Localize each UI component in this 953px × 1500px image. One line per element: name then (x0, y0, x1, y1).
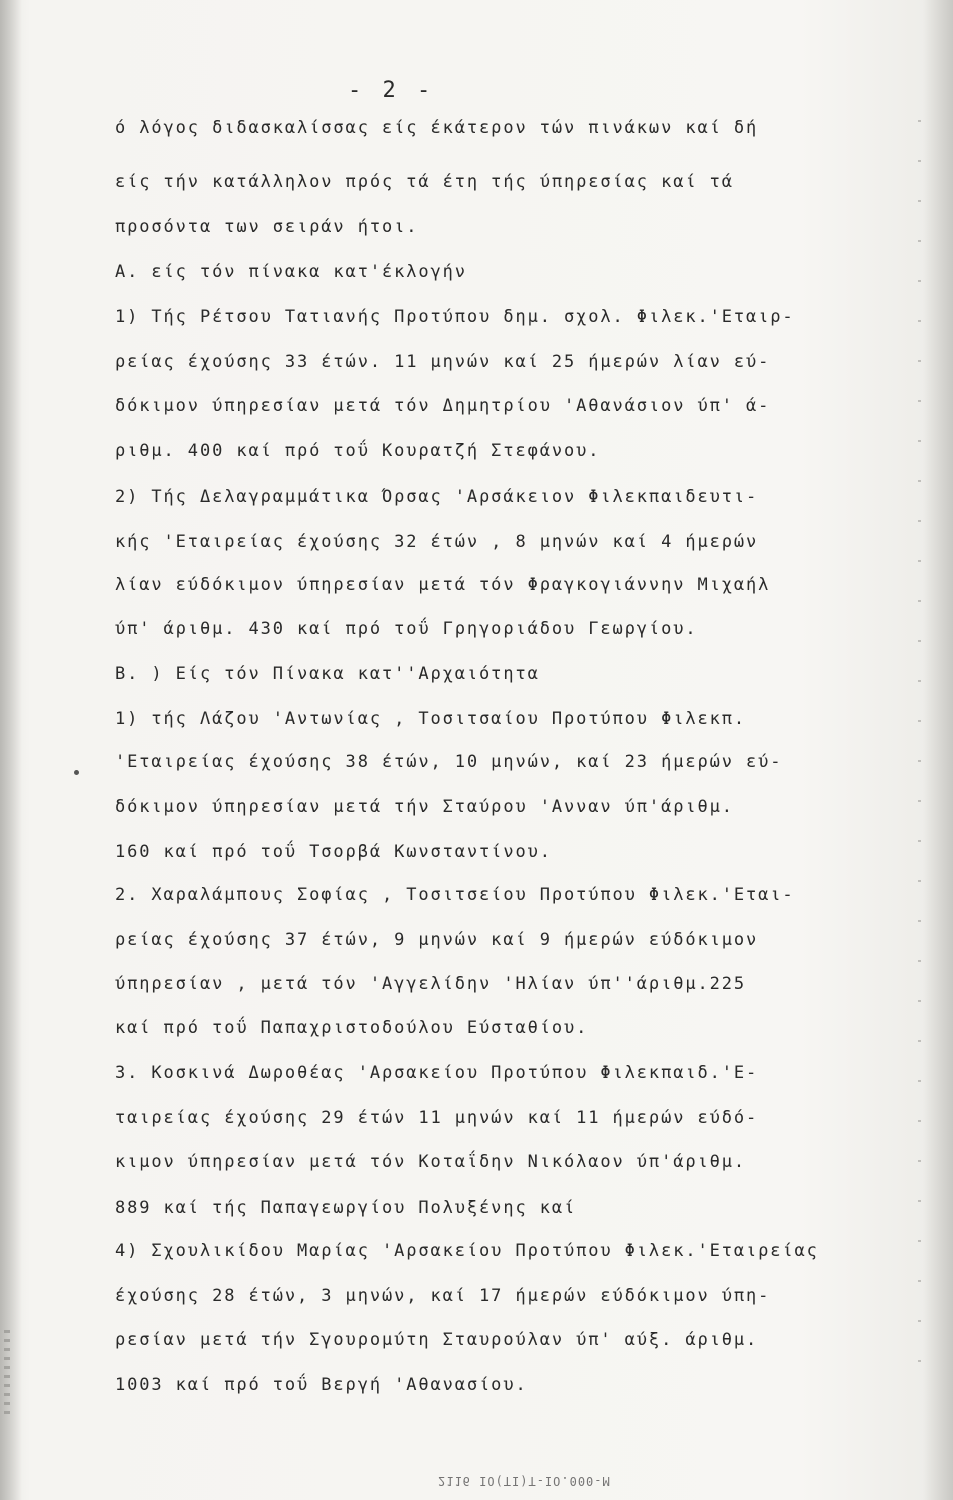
section-heading-b: Β. ) Είς τόν Πίνακα κατ''Αρχαιότητα (115, 664, 540, 684)
text-line: 1003 καί πρό τοΰ Βεργή 'Αθανασίου. (115, 1375, 528, 1395)
text-line: ριθμ. 400 καί πρό τοΰ Κουρατζή Στεφάνου. (115, 441, 601, 461)
right-margin-ticks (918, 120, 921, 1400)
left-margin-marks (4, 1330, 10, 1420)
text-line: έχούσης 28 έτών, 3 μηνών, καί 17 ήμερών εύδόκιμον ύπη- (115, 1286, 771, 1306)
text-line: καί πρό τοΰ Παπαχριστοδούλου Εύσταθίου. (115, 1018, 589, 1038)
text-line: 'Εταιρείας έχούσης 38 έτών, 10 μηνών, καί 23 ήμερών εύ- (115, 752, 783, 772)
text-line: 4) Σχουλικίδου Μαρίας 'Αρσακείου Προτύπου Φιλεκ.'Εταιρείας (115, 1241, 819, 1261)
text-line: ταιρείας έχούσης 29 έτών 11 μηνών καί 11 ήμερών εύδό- (115, 1108, 759, 1128)
text-line: κιμον ύπηρεσίαν μετά τόν Κοταΐδην Νικόλαον ύπ'άριθμ. (115, 1152, 747, 1172)
page-right-edge (923, 0, 953, 1500)
text-line: ρείας έχούσης 37 έτών, 9 μηνών καί 9 ήμερών εύδόκιμον (115, 930, 759, 950)
text-line: δόκιμον ύπηρεσίαν μετά τήν Σταύρου 'Ανναν ύπ'άριθμ. (115, 797, 734, 817)
page-number: - 2 - (348, 78, 435, 103)
text-line: ύπ' άριθμ. 430 καί πρό τοΰ Γρηγοριάδου Γεωργίου. (115, 619, 698, 639)
text-line: 3. Κοσκινά Δωροθέας 'Αρσακείου Προτύπου Φιλεκπαιδ.'Ε- (115, 1063, 759, 1083)
section-heading-a: Α. είς τόν πίνακα κατ'έκλογήν (115, 262, 467, 282)
text-line: ρείας έχούσης 33 έτών. 11 μηνών καί 25 ήμερών λίαν εύ- (115, 352, 771, 372)
text-line: 889 καί τής Παπαγεωργίου Πολυξένης καί (115, 1198, 577, 1218)
text-line: λίαν εύδόκιμον ύπηρεσίαν μετά τόν Φραγκογιάννην Μιχαήλ (115, 575, 771, 595)
text-line: 2) Τής Δελαγραμμάτικα Όρσας 'Αρσάκειον Φιλεκπαιδευτι- (115, 487, 759, 507)
text-line: ύπηρεσίαν , μετά τόν 'Αγγελίδην 'Ηλίαν ύπ''άριθμ.225 (115, 974, 747, 994)
text-line: κής 'Εταιρείας έχούσης 32 έτών , 8 μηνών καί 4 ήμερών (115, 532, 759, 552)
footer-print-stamp: 2116 ΙΟ(ΤΙ)Τ-ΙΟ.000-Μ (438, 1474, 611, 1488)
text-line: είς τήν κατάλληλον πρός τά έτη τής ύπηρεσίας καί τά (115, 172, 734, 192)
text-line: ό λόγος διδασκαλίσσας είς έκάτερον τών πινάκων καί δή (115, 118, 759, 138)
text-line: 1) τής Λάζου 'Αντωνίας , Τοσιτσαίου Προτύπου Φιλεκπ. (115, 709, 747, 729)
text-line: δόκιμον ύπηρεσίαν μετά τόν Δημητρίου 'Αθανάσιον ύπ' ά- (115, 396, 771, 416)
text-line: 1) Τής Ρέτσου Τατιανής Προτύπου δημ. σχολ. Φιλεκ.'Εταιρ- (115, 307, 795, 327)
text-line: ρεσίαν μετά τήν Σγουρομύτη Σταυρούλαν ύπ' αύξ. άριθμ. (115, 1330, 759, 1350)
text-line: 160 καί πρό τοΰ Τσορβά Κωνσταντίνου. (115, 842, 552, 862)
page-binding-shadow (0, 0, 22, 1500)
text-line: προσόντα των σειράν ήτοι. (115, 217, 419, 237)
text-line: 2. Χαραλάμπους Σοφίας , Τοσιτσείου Προτύπου Φιλεκ.'Εται- (115, 885, 795, 905)
ink-dot (74, 770, 79, 775)
